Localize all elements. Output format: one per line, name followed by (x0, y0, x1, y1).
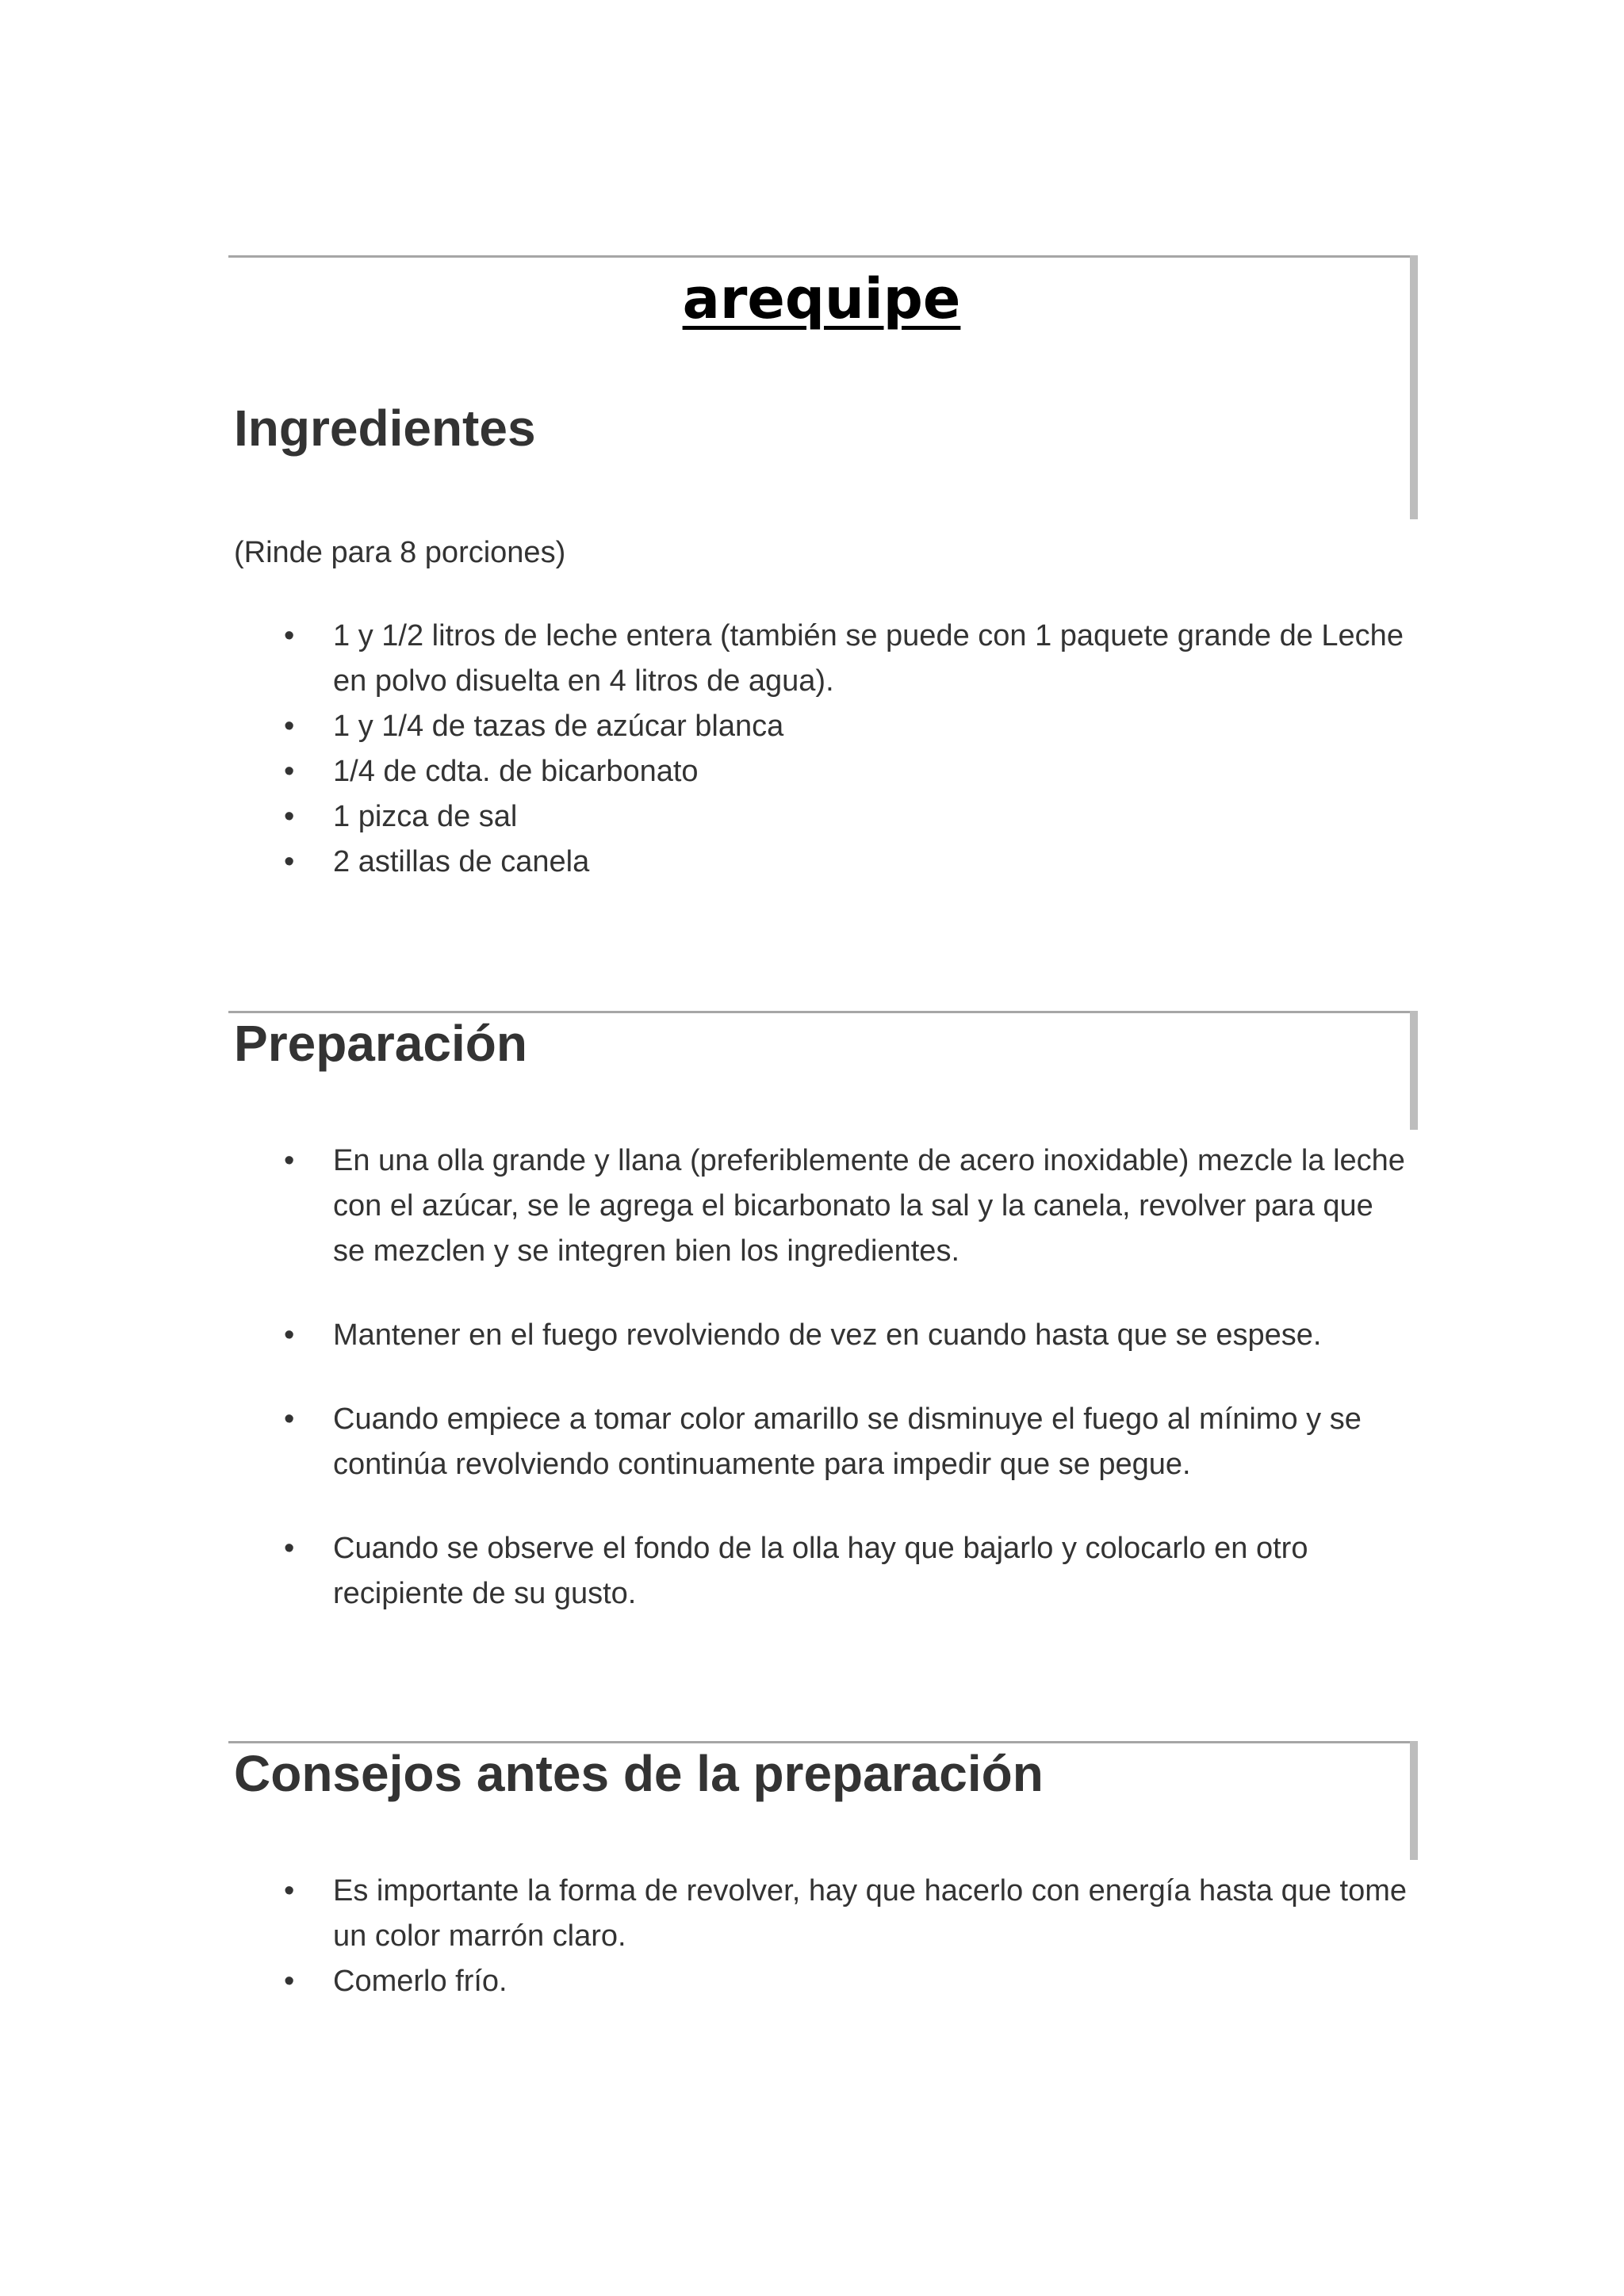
ingredients-list (0, 614, 1408, 885)
preparation-steps-list (0, 1138, 1408, 1655)
bullet-icon: • (284, 619, 295, 652)
tips-heading: Consejos antes de la preparación (234, 1745, 1044, 1802)
bullet-icon: • (284, 710, 295, 743)
tip-text: Comerlo frío. (333, 1965, 508, 1998)
step-text: Mantener en el fuego revolviendo de vez en cuando hasta que se espese. (333, 1318, 1322, 1352)
ingredient-text: 1 y 1/2 litros de leche entera (también se puede con 1 paquete grande de Leche en polvo disuelta en 4 litros de agua). (333, 619, 1404, 698)
bullet-icon: • (284, 755, 295, 788)
list-item (0, 1959, 1408, 2004)
preparation-heading: Preparación (234, 1015, 527, 1072)
ingredient-text: 1 y 1/4 de tazas de azúcar blanca (333, 710, 784, 743)
tips-list (0, 1869, 1408, 2004)
bullet-icon: • (284, 1144, 295, 1177)
ingredient-text: 1 pizca de sal (333, 800, 518, 833)
servings-note: (Rinde para 8 porciones) (234, 536, 566, 569)
list-item (0, 749, 1408, 794)
tip-text: Es importante la forma de revolver, hay que hacerlo con energía hasta que tome un color marrón claro. (333, 1874, 1408, 1953)
list-item (0, 794, 1408, 840)
list-item (0, 1526, 1408, 1617)
bullet-icon: • (284, 800, 295, 833)
document-title: arequipe (682, 266, 961, 331)
list-item (0, 1869, 1408, 1959)
bullet-icon: • (284, 1532, 295, 1565)
list-item (0, 704, 1408, 749)
bullet-icon: • (284, 1402, 295, 1436)
section-side-bar (1410, 1741, 1418, 1860)
bullet-icon: • (284, 1318, 295, 1352)
bullet-icon: • (284, 845, 295, 878)
step-text: Cuando se observe el fondo de la olla hay que bajarlo y colocarlo en otro recipiente de su gusto. (333, 1532, 1308, 1610)
ingredient-text: 2 astillas de canela (333, 845, 590, 878)
step-text: En una olla grande y llana (preferiblemente de acero inoxidable) mezcle la leche con el azúcar, se le agrega el bicarbonato la sal y la canela, revolver para que se mezclen y se integren bien los ingredientes. (333, 1144, 1405, 1268)
list-item (0, 1397, 1408, 1487)
list-item (0, 1313, 1408, 1358)
bullet-icon: • (284, 1965, 295, 1998)
step-text: Cuando empiece a tomar color amarillo se disminuye el fuego al mínimo y se continúa revolviendo continuamente para impedir que se pegue. (333, 1402, 1362, 1481)
list-item (0, 840, 1408, 885)
bullet-icon: • (284, 1874, 295, 1908)
section-side-bar (1410, 1011, 1418, 1130)
list-item (0, 614, 1408, 704)
ingredients-heading: Ingredientes (234, 400, 536, 457)
list-item (0, 1138, 1408, 1274)
ingredient-text: 1/4 de cdta. de bicarbonato (333, 755, 699, 788)
